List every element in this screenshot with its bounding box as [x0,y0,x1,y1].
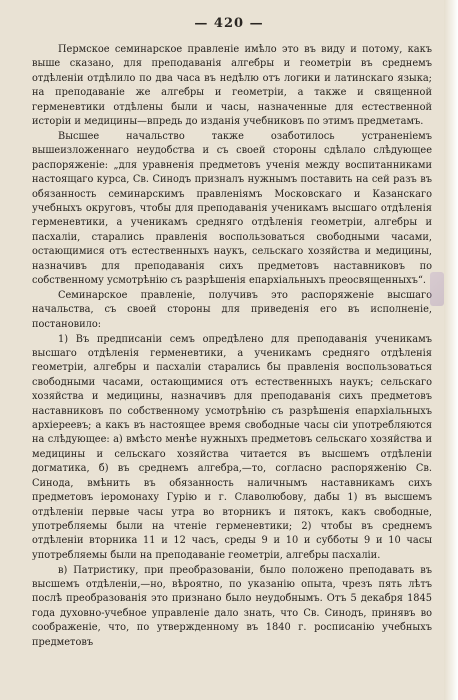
paragraph-5: в) Патристику, при преобразованіи, было положено преподавать въ высшемъ отдѣленіи,—но, вѣроятно, по указанію опыта, чрезъ пять лѣтъ послѣ преобразованія это признано было неудобнымъ. Отъ 5 декабря 1845 года духовно-учебное управленіе дало знать, что Св. Синодъ, принявъ во соображеніе, что, по утвержденному въ 1840 г. росписанію учебныхъ предметовъ [32,564,432,648]
purple-ink-mark [430,272,444,306]
paragraph-2: Высшее начальство также озаботилось устраненіемъ вышеизложеннаго неудобства и съ своей стороны сдѣлало слѣдующее распоряженіе: „для уравненія предметовъ ученія между воспитанниками настоящаго курса, Св. Синодъ призналъ нужнымъ поставить на сей разъ въ обязанность семинарскимъ правленіямъ Московскаго и Казанскаго учебныхъ округовъ, чтобы для преподаванія ученикамъ высшаго отдѣленія герменевтики, а ученикамъ средняго отдѣленія геометріи, алгебры и пасхаліи, старались правленія воспользоваться свободными часами, остающимися отъ естественныхъ наукъ, сельскаго хозяйства и медицины, назначивъ для преподаванія сихъ предметовъ наставниковъ по собственному усмотрѣнію съ разрѣшенія епархіальныхъ преосвященныхъ“. [32,130,432,286]
page-text [32,43,432,650]
paragraph-1: Пермское семинарское правленіе имѣло это въ виду и потому, какъ выше сказано, для преподаванія алгебры и геометріи въ среднемъ отдѣленіи отдѣлило по два часа въ недѣлю отъ логики и латинскаго языка; на преподаваніе же алгебры и геометріи, а также и священной герменевтики отдѣлены были и часы, назначенные для естественной исторіи и медицины—впредь до изданія учебниковъ по этимъ предметамъ. [32,44,432,128]
page-edge [444,0,458,700]
page-number: — 420 — [194,16,264,31]
paragraph-4: 1) Въ предписаніи семъ опредѣлено для преподаванія ученикамъ высшаго отдѣленія герменевтики, а ученикамъ средняго отдѣленія геометріи, алгебры и пасхаліи старались бы правленія воспользоваться свободными часами, остающимися отъ естественныхъ наукъ; сельскаго хозяйства и медицины, назначивъ для преподаванія сихъ предметовъ наставниковъ по собственному усмотрѣнію съ разрѣшенія епархіальныхъ архіереевъ; а какъ въ настоящее время свободные часы сіи употребляются на слѣдующее: а) вмѣсто менѣе нужныхъ предметовъ сельскаго хозяйства и медицины и сельскаго хозяйства читается въ высшемъ отдѣленіи догматика, б) въ среднемъ алгебра,—то, согласно распоряженію Св. Синода, вмѣнить въ обязанность наличнымъ наставникамъ сихъ предметовъ іеромонаху Гурію и г. Славолюбову, дабы 1) въ высшемъ отдѣленіи первые часы утра во вторникъ и пятокъ, какъ свободные, употребляемы были на чтеніе герменевтики; 2) чтобы въ среднемъ отдѣленіи вторника 11 и 12 часъ, среды 9 и 10 и субботы 9 и 10 часы употребляемы были на преподаваніе геометріи, алгебры пасхаліи. [32,333,432,561]
paragraph-3: Семинарское правленіе, получивъ это распоряженіе высшаго начальства, съ своей стороны для приведенія его въ исполненіе, постановило: [32,289,432,330]
